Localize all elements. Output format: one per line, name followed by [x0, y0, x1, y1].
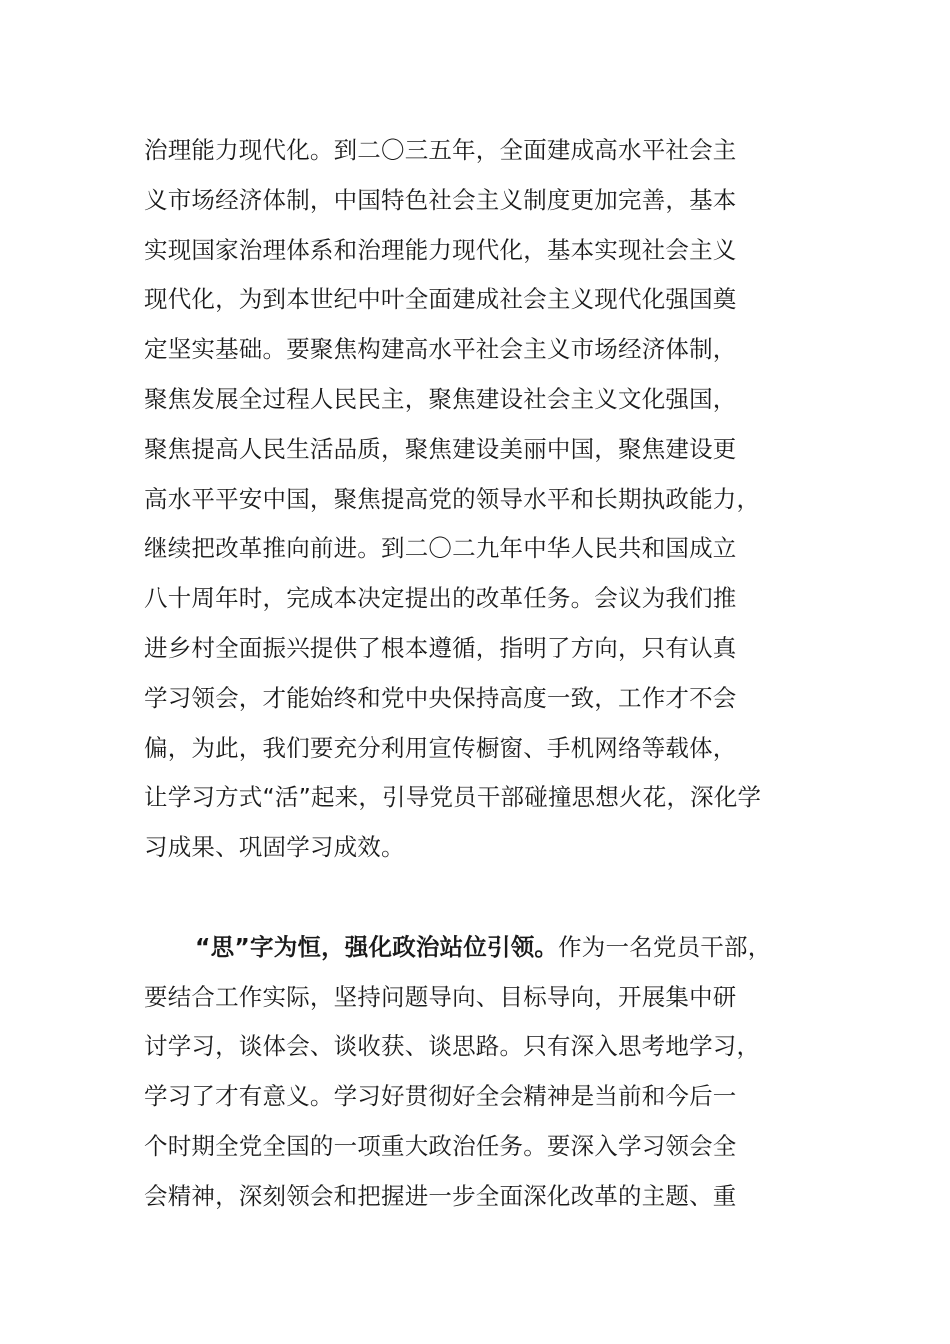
paragraph-1: [144, 126, 806, 873]
heading-continuation: 作为一名党员干部，: [558, 932, 772, 961]
text-line: 习成果、巩固学习成效。: [144, 833, 405, 862]
text-line: 偏，为此，我们要充分利用宣传橱窗、手机网络等载体，: [144, 733, 737, 762]
paragraph-2-first-line: [144, 923, 806, 973]
text-line: 高水平平安中国，聚焦提高党的领导水平和长期执政能力，: [144, 484, 761, 513]
paragraph-spacer: [144, 873, 806, 923]
text-line: 义市场经济体制，中国特色社会主义制度更加完善，基本: [144, 185, 737, 214]
text-line: 学习了才有意义。学习好贯彻好全会精神是当前和今后一: [144, 1082, 737, 1111]
document-page: [144, 126, 806, 1222]
section-heading: “思”字为恒，强化政治站位引领。: [195, 932, 559, 961]
text-line: 实现国家治理体系和治理能力现代化，基本实现社会主义: [144, 235, 737, 264]
text-line: 要结合工作实际，坚持问题导向、目标导向，开展集中研: [144, 982, 737, 1011]
text-line: 八十周年时，完成本决定提出的改革任务。会议为我们推: [144, 584, 737, 613]
text-line: 继续把改革推向前进。到二〇二九年中华人民共和国成立: [144, 534, 737, 563]
text-line: 进乡村全面振兴提供了根本遵循，指明了方向，只有认真: [144, 633, 737, 662]
text-line: 治理能力现代化。到二〇三五年，全面建成高水平社会主: [144, 136, 737, 164]
text-line: 聚焦提高人民生活品质，聚焦建设美丽中国，聚焦建设更: [144, 434, 737, 463]
text-line: 个时期全党全国的一项重大政治任务。要深入学习领会全: [144, 1131, 737, 1160]
text-line: 定坚实基础。要聚焦构建高水平社会主义市场经济体制，: [144, 335, 737, 364]
text-line: 学习领会，才能始终和党中央保持高度一致，工作才不会: [144, 683, 737, 712]
text-line: 讨学习，谈体会、谈收获、谈思路。只有深入思考地学习，: [144, 1032, 761, 1061]
text-line: 聚焦发展全过程人民民主，聚焦建设社会主义文化强国，: [144, 384, 737, 413]
text-line: 会精神，深刻领会和把握进一步全面深化改革的主题、重: [144, 1181, 737, 1210]
text-line: 现代化，为到本世纪中叶全面建成社会主义现代化强国奠: [144, 285, 737, 314]
paragraph-2: [144, 923, 806, 1222]
text-line: 让学习方式“活”起来，引导党员干部碰撞思想火花，深化学: [144, 783, 762, 812]
